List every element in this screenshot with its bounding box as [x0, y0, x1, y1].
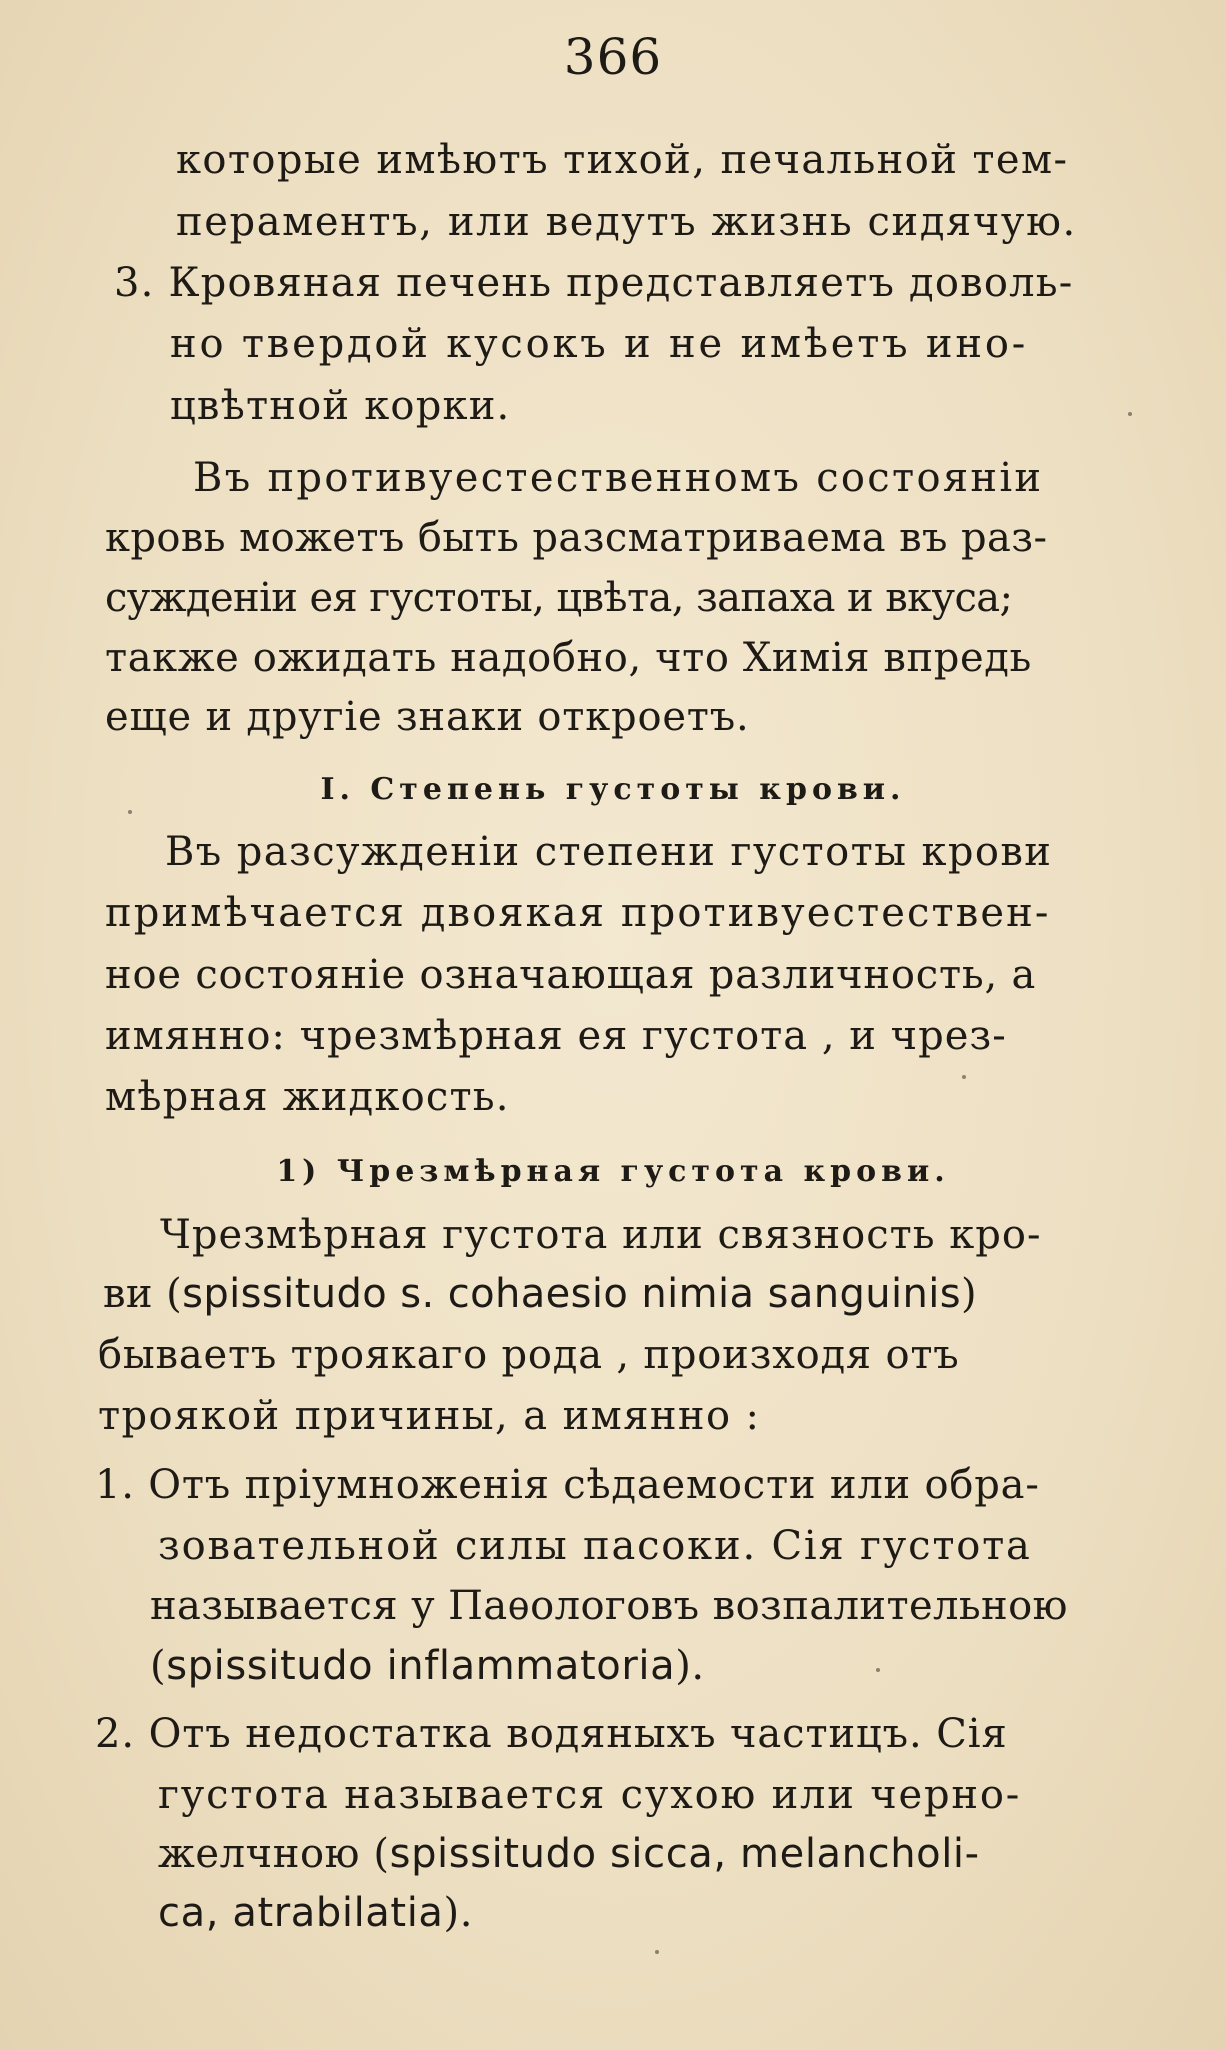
page-number: 366 [563, 28, 663, 86]
text-line: которые имѣютъ тихой, печальной тем- [176, 137, 1069, 183]
ink-speck [962, 1075, 966, 1079]
text-run: желчною ( [158, 1831, 390, 1877]
text-line: мѣрная жидкость. [105, 1074, 510, 1120]
ink-speck [1128, 412, 1132, 416]
text-line: кровь можетъ быть разсматриваема въ раз- [105, 515, 1048, 561]
latin-phrase: spissitudo sicca, melancholi- [389, 1831, 980, 1877]
text-line [158, 1831, 980, 1877]
latin-phrase: spissitudo inflammatoria [166, 1643, 676, 1689]
text-run: ). [443, 1890, 474, 1936]
subsection-heading: 1) Чрезмѣрная густота крови. [276, 1154, 950, 1189]
text-line: сужденіи ея густоты, цвѣта, запаха и вкуса; [105, 575, 1013, 621]
ink-speck [128, 810, 132, 814]
text-line: примѣчается двоякая противуестествен- [105, 890, 1051, 936]
text-line: еще и другіе знаки откроетъ. [105, 694, 750, 740]
text-run: ) [961, 1271, 978, 1317]
text-line: называется у Паѳологовъ возпалительною [150, 1583, 1068, 1629]
text-run: ви ( [103, 1271, 183, 1317]
text-line: цвѣтной корки. [170, 383, 511, 429]
text-line: густота называется сухою или черно- [158, 1772, 1022, 1818]
text-line: ное состояніе означающая различность, а [105, 952, 1037, 998]
text-line: пераментъ, или ведутъ жизнь сидячую. [176, 199, 1077, 245]
section-heading: I. Степень густоты крови. [320, 772, 906, 807]
text-run: ( [150, 1643, 167, 1689]
latin-phrase: spissitudo s. cohaesio nimia sanguinis [182, 1271, 962, 1317]
text-line: троякой причины, а имянно : [98, 1393, 761, 1439]
text-line: бываетъ троякаго рода , произходя отъ [98, 1332, 960, 1378]
text-line [150, 1643, 705, 1689]
text-line: также ожидать надобно, что Химія впредь [105, 635, 1032, 681]
text-line: но твердой кусокъ и не имѣетъ ино- [170, 321, 1029, 367]
text-run: ). [675, 1643, 705, 1689]
text-line: 2. Отъ недостатка водяныхъ частицъ. Сія [95, 1711, 1008, 1757]
text-line: Чрезмѣрная густота или связность кро- [160, 1212, 1042, 1258]
text-line [103, 1271, 978, 1317]
text-line: 1. Отъ пріумноженія сѣдаемости или обра- [95, 1462, 1040, 1508]
text-line: имянно: чрезмѣрная ея густота , и чрез- [105, 1013, 1007, 1059]
ink-speck [876, 1668, 880, 1672]
latin-phrase: ca, atrabilatia [158, 1890, 444, 1936]
text-line: Въ разсужденіи степени густоты крови [165, 829, 1053, 875]
text-line [158, 1890, 474, 1936]
text-line: зовательной силы пасоки. Сія густота [158, 1523, 1032, 1569]
ink-speck [655, 1950, 659, 1954]
text-line: Въ противуестественномъ состояніи [193, 455, 1044, 501]
text-line: 3. Кровяная печень представляетъ доволь- [114, 260, 1074, 306]
